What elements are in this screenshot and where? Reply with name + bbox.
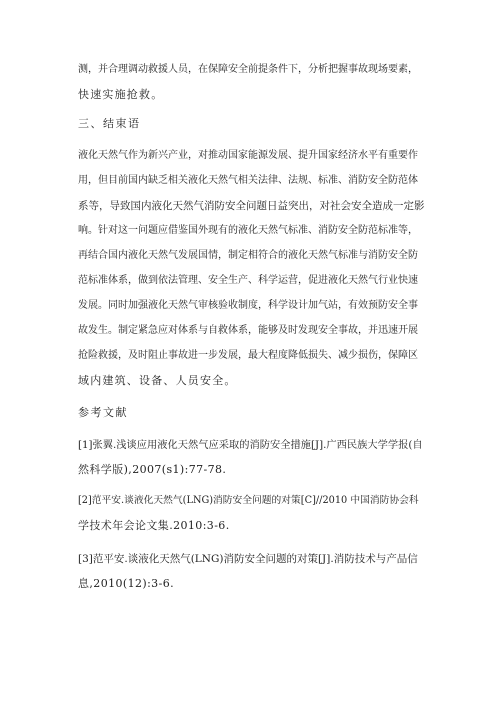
paragraph-line-6: 范标准体系，做到依法管理、安全生产、科学运营，促进液化天然气行业快速 [78,275,418,286]
reference-2-line-1: [2]范平安.谈液化天然气(LNG)消防安全问题的对策[C]//2010 中国消防协会科 [78,495,419,506]
intro-line-1: 测，并合理调动救援人员，在保障安全前提条件下，分析把握事故现场要素， [78,64,418,75]
paragraph-line-4: 响。针对这一问题应借鉴国外现有的液化天然气标准、消防安全防范标准等， [78,225,418,236]
reference-3-line-2: 息,2010(12):3-6. [78,577,174,590]
paragraph-line-8: 故发生。制定紧急应对体系与自救体系，能够及时发现安全事故，并迅速开展 [78,325,418,336]
intro-line-2: 快速实施抢救。 [78,88,164,101]
reference-3-line-1: [3]范平安.谈液化天然气(LNG)消防安全问题的对策[J].消防技术与产品信 [78,553,418,565]
paragraph-line-7: 发展。同时加强液化天然气审核验收制度，科学设计加气站，有效预防安全事 [78,300,418,311]
paragraph-line-1: 液化天然气作为新兴产业，对推动国家能源发展、提升国家经济水平有重要作 [78,150,418,161]
paragraph-line-2: 用，但目前国内缺乏相关液化天然气相关法律、法规、标准、消防安全防范体 [78,175,418,186]
reference-2-line-2: 学技术年会论文集.2010:3-6. [78,519,230,532]
paragraph-line-3: 系等，导致国内液化天然气消防安全问题日益突出，对社会安全造成一定影 [78,200,425,212]
references-heading: 参考文献 [78,406,128,419]
paragraph-line-10: 域内建筑、设备、人员安全。 [78,374,237,387]
paragraph-line-9: 抢险救援，及时阻止事故进一步发展，最大程度降低损失、减少损伤，保障区 [78,350,418,361]
reference-1-line-1: [1]张翼.浅谈应用液化天然气应采取的消防安全措施[J].广西民族大学学报(自 [78,439,423,451]
paragraph-line-5: 再结合国内液化天然气发展国情，制定相符合的液化天然气标准与消防安全防 [78,250,418,261]
section-heading: 三、结束语 [78,117,141,130]
reference-1-line-2: 然科学版),2007(s1):77-78. [78,463,227,476]
